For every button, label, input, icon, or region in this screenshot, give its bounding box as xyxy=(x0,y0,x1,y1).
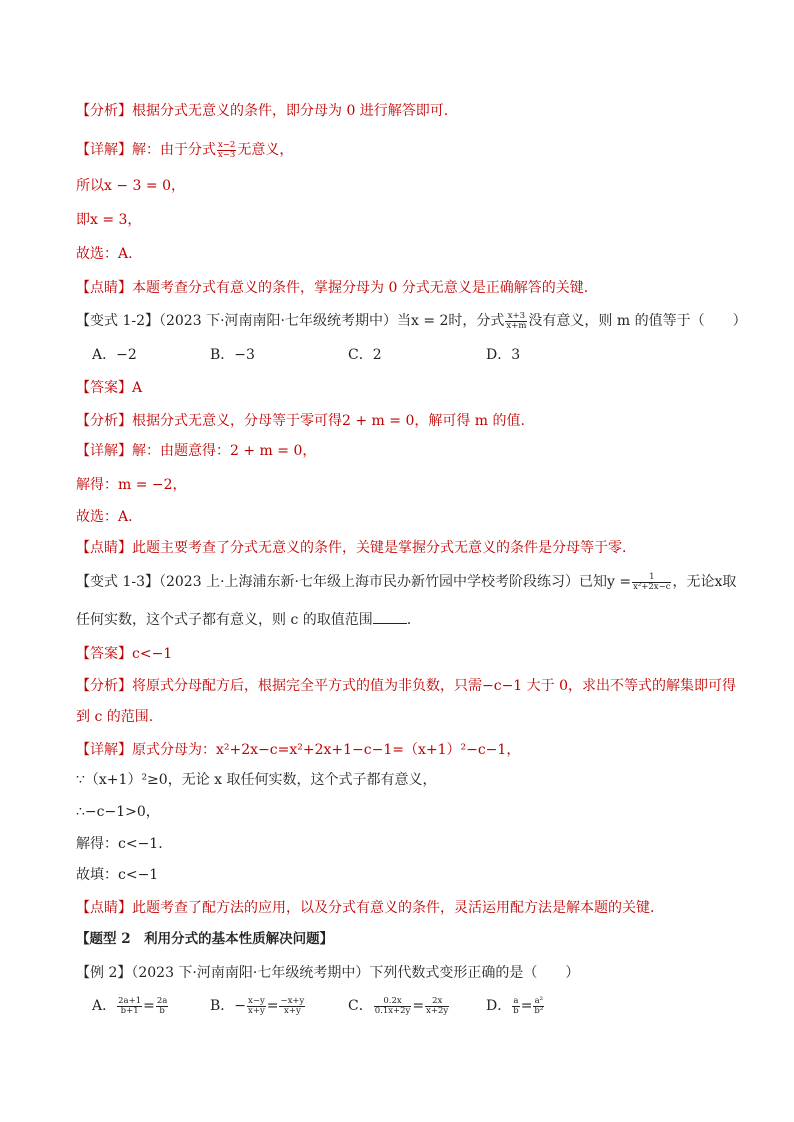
option-b xyxy=(210,996,306,1016)
choice-text: 故选：A. xyxy=(76,509,133,525)
detail-suffix: 无意义， xyxy=(237,142,294,158)
analysis-text: 【分析】根据分式无意义的条件，即分母为 0 进行解答即可. xyxy=(76,103,449,119)
fraction-numerator: 1 xyxy=(632,573,671,583)
answer-text: 【答案】A xyxy=(76,380,143,396)
option-label: D． xyxy=(486,998,512,1014)
question-line2-prefix: 任何实数，这个式子都有意义，则 c 的取值范围 xyxy=(76,612,373,628)
comment-text: 【点睛】此题主要考查了分式无意义的条件，关键是掌握分式无意义的条件是分母等于零. xyxy=(76,540,627,556)
answer-blank xyxy=(373,609,407,624)
choice-text: 故选：A. xyxy=(76,246,133,262)
fraction-numerator: 2a+1 xyxy=(118,995,142,1006)
question-text-line2 xyxy=(76,609,411,630)
equals-sign: = xyxy=(412,998,425,1014)
analysis-text: 【分析】根据分式无意义，分母等于零可得2 + m = 0，解可得 m 的值. xyxy=(76,413,525,429)
fraction xyxy=(217,141,236,160)
solve-text: 解得：m = −2， xyxy=(76,477,187,493)
comment-text: 【点睛】此题考查了配方法的应用，以及分式有意义的条件，灵活运用配方法是解本题的关键. xyxy=(76,900,655,916)
option-c: C．2 xyxy=(348,347,382,363)
fraction-numerator: x−2 xyxy=(218,139,236,150)
question-suffix: 没有意义，则 m 的值等于（ ） xyxy=(528,313,747,329)
fraction-denominator: b+1 xyxy=(120,1005,139,1016)
fraction-left xyxy=(247,997,266,1016)
question-text xyxy=(76,311,747,331)
fraction-numerator: a xyxy=(513,995,519,1006)
fraction-numerator: 0.2x xyxy=(374,997,412,1007)
option-label: C． xyxy=(348,998,373,1014)
option-label: A． xyxy=(92,998,117,1014)
question-line2-suffix: . xyxy=(406,612,412,628)
question-text xyxy=(76,572,736,592)
equals-sign: = xyxy=(520,998,533,1014)
question-prefix: 【变式 1-3】（2023 上·上海浦东新·七年级上海市民办新竹园中学校考阶段练习）已知y = xyxy=(76,574,632,590)
fraction-denominator: 0.1x+2y xyxy=(374,1005,411,1016)
therefore-text: ∴−c−1>0， xyxy=(76,804,160,820)
fraction-denominator: b xyxy=(159,1005,165,1016)
fraction-denominator: x²+2x−c xyxy=(633,581,671,592)
detail-text: 【详解】解：由题意得：2 + m = 0， xyxy=(76,443,317,459)
detail-prefix: 【详解】解：由于分式 xyxy=(76,142,216,158)
fill-text: 故填：c<−1 xyxy=(76,867,159,883)
fraction-denominator: x+y xyxy=(284,1005,301,1016)
option-d: D．3 xyxy=(486,347,521,363)
option-b: B．−3 xyxy=(210,347,255,363)
equals-sign: = xyxy=(266,998,279,1014)
fraction-left xyxy=(117,997,142,1016)
fraction-left xyxy=(374,997,412,1016)
option-c xyxy=(348,996,450,1016)
solution-step: 即x = 3， xyxy=(76,212,142,228)
option-d xyxy=(486,996,545,1016)
comment-text: 【点睛】本题考查分式有意义的条件，掌握分母为 0 分式无意义是正确解答的关键. xyxy=(76,280,589,296)
fraction xyxy=(632,573,671,592)
fraction-numerator: x−y xyxy=(248,995,265,1006)
question-text: 【例 2】（2023 下·河南南阳·七年级统考期中）下列代数式变形正确的是（ ） xyxy=(76,965,580,981)
option-a xyxy=(92,996,169,1016)
fraction-left xyxy=(512,997,519,1016)
fraction-numerator: a² xyxy=(534,995,544,1006)
detail-text xyxy=(76,140,293,160)
fraction-denominator: b² xyxy=(534,1005,544,1016)
fraction-numerator: 2x xyxy=(425,997,449,1007)
fraction-numerator: 2a xyxy=(156,995,168,1006)
fraction-right xyxy=(156,997,168,1016)
section-title: 【题型 2 利用分式的基本性质解决问题】 xyxy=(76,931,334,947)
fraction-right xyxy=(425,997,449,1016)
fraction-right xyxy=(279,997,305,1016)
question-suffix: ，无论x取 xyxy=(672,574,737,590)
equals-sign: = xyxy=(143,998,155,1014)
analysis-text: 【分析】将原式分母配方后，根据完全平方式的值为非负数，只需−c−1 大于 0，求出不等式的解集即可得 xyxy=(76,678,737,694)
fraction-denominator: x+m xyxy=(506,320,527,331)
fraction-denominator: x+y xyxy=(248,1005,265,1016)
fraction-denominator: b xyxy=(513,1005,519,1016)
fraction-numerator: −x+y xyxy=(280,995,305,1006)
detail-text: 【详解】原式分母为：x²+2x−c=x²+2x+1−c−1=（x+1）²−c−1， xyxy=(76,742,521,758)
answer-text: 【答案】c<−1 xyxy=(76,646,173,662)
option-label: B．− xyxy=(210,998,247,1014)
option-a: A．−2 xyxy=(92,347,137,363)
solution-step: 所以x − 3 = 0， xyxy=(76,178,185,194)
fraction-denominator: x+2y xyxy=(426,1005,449,1016)
fraction-numerator: x+3 xyxy=(505,312,527,322)
question-prefix: 【变式 1-2】（2023 下·河南南阳·七年级统考期中）当x = 2时，分式 xyxy=(76,313,505,329)
fraction-right xyxy=(533,997,544,1016)
analysis-text-line2: 到 c 的范围. xyxy=(76,709,154,725)
fraction xyxy=(505,312,527,331)
fraction-denominator: x−3 xyxy=(218,149,236,160)
solve-text: 解得：c<−1. xyxy=(76,836,163,852)
because-text: ∵（x+1）²≥0，无论 x 取任何实数，这个式子都有意义， xyxy=(76,772,437,788)
